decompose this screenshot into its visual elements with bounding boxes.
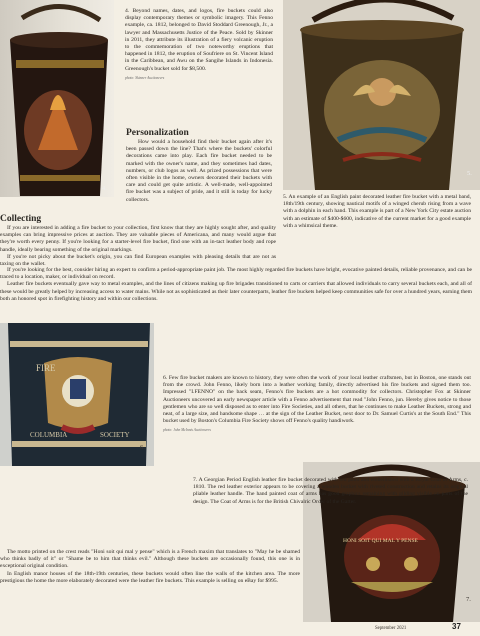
collecting-p4: Leather fire buckets eventually gave way to metal examples, and the lines of citizens making up fire brigades transitioned to carts or carriers that allowed individuals to carry several buckets each, and all of these would be greatly helped by increasing access to water mains. While not as sophisticated as their later counterparts, leather fire buckets helped keep communities safe for over a hundred years, earning them both an honored spot in firefighting history and within our collections. bbox=[0, 281, 472, 302]
caption-7 bbox=[0, 477, 468, 513]
personalization-heading: Personalization bbox=[126, 128, 189, 138]
caption-6-credit: photo: John McInnis Auctioneers bbox=[163, 428, 211, 433]
caption-6-text: 6. Few fire bucket makers are known to history, they were often the work of your local leather craftsmen, but in Boston, one stands out from the crowd. John Fenno, likely born into a leather working family, directly advertised his fire buckets and signed them too. Impressed "I.FENNO" on the back seam, Fenno's fire buckets are a hot commodity for collectors. Christopher Fox at Skinner Auctioneers uncovered an early newspaper article with a Fenno advertisement that read "John Fenno, jun. Hereby gives notice to those gentlemen who are so well disposed as to enter into Fire Societies, and all others, that he continues to make Leather Buckets, strong and neat, of a large size, and handsome shape … at the sign of the Leather Bucket, next door to Dr. Samuel Curtis's at the South End." This bucket used by Boston's Columbia Fire Society shows off Fenno's quality handiwork. bbox=[163, 375, 471, 425]
collecting-p2: If you're not picky about the bucket's origin, you can find European examples with pleasing details that are not as taxing on the wallet. bbox=[0, 253, 276, 268]
caption-4-credit: photo: Skinner Auctioneers bbox=[125, 75, 165, 80]
collecting-p3: If you're looking for the best, consider hiring an expert to confirm a period-appropriate paint job. The most highly regarded fire buckets have bright, evocative painted details, reliable provenance, and can be traced to a location, maker, or individual on record. bbox=[0, 267, 472, 281]
caption-7-second: The motto printed on the crest reads "Honi soit qui mal y pense" which is a French maxim that translates to "May he be shamed who thinks badly of it" or "Shame be to him that thinks evil." Although these buckets are occasionally found, this one is in exceptional original condition. bbox=[0, 549, 300, 570]
photo-fire-bucket-5 bbox=[283, 0, 480, 190]
float-spacer bbox=[0, 139, 126, 201]
collecting-body-left bbox=[0, 225, 276, 268]
figure-number-4: 4. bbox=[102, 185, 107, 192]
collecting-p1: If you are interested in adding a fire bucket to your collection, first know that they are highly sought after, and quality examples can bring impressive prices at auction. They are valuable pieces of Americana, and many would argue that they're worth every penny. If you're looking for a starter-level fire bucket, find one with an in-tact leather body and rope handle, ideally bearing something of the original markings. bbox=[0, 225, 276, 253]
caption-4-text: 4. Beyond names, dates, and logos, fire buckets could also display contemporary themes or symbolic imagery. This Fenno example, ca. 1812, belonged to David Stoddard Greenough, Jr., a lawyer and Massachusetts Justice of the Peace. Sold by Skinner in 2011, they attribute its illustration of a fiery volcanic eruption to the commemoration of two noteworthy eruptions that happened in 1812, the eruption of Soufriere on St. Vincent Island in the Caribbean, and Awu on the Sangihe Islands in Indonesia. Greenough's bucket sold for $8,500. bbox=[125, 8, 273, 72]
caption-7-first: 7. A Georgian Period English leather fire bucket decorated with red paint and embellished with a Royal Coat of Arms, c. 1810. The red leather exterior appears to be covering a wooden bucket with riveted construction and retains its original pliable leather handle. The hand painted coat of arms has good graphics remaining with gilding visible on parts of the design. The Coat of Arms is for the British Chivalric Order of the Garter. bbox=[193, 477, 468, 505]
bucket6-club-word: COLUMBIA bbox=[30, 431, 68, 439]
caption-4 bbox=[125, 8, 273, 82]
footer-month: September 2021 bbox=[375, 626, 407, 631]
float-spacer-7 bbox=[0, 477, 193, 513]
collecting-body-full bbox=[0, 267, 472, 303]
caption-5 bbox=[283, 194, 471, 230]
caption-5-text: 5. An example of an English paint decorated leather fire bucket with a metal band, 18th/19th century, showing nautical motifs of a winged cherub rising from a wave with a dolphin in each hand. This example is part of a New York City estate auction with an estimate of $400-$600, indicative of the current market for a good example with a whimsical theme. bbox=[283, 194, 471, 229]
photo-fire-bucket-6 bbox=[0, 323, 154, 466]
bucket6-bottom-word: SOCIETY bbox=[100, 431, 130, 439]
figure-number-5: 5. bbox=[467, 170, 472, 177]
figure-number-7: 7. bbox=[466, 596, 471, 603]
figure-number-6: 6. bbox=[140, 444, 145, 451]
bucket6-top-word: FIRE bbox=[36, 363, 56, 373]
page-number: 37 bbox=[452, 622, 461, 631]
personalization-body bbox=[0, 139, 272, 204]
personalization-text: How would a household find their bucket again after it's been passed down the line? That's where the buckets' colorful decorations came into play. Each fire bucket needed to be marked with the owner's name, and they sometimes had dates, numbers, or club logos as well. As prized possessions that were often visible in the home, owners decorated their buckets with care and could get quite artistic. A well-made, well-appointed fire bucket was a subject of pride, and it still is today for lucky collectors. bbox=[126, 139, 272, 203]
caption-7-rest bbox=[0, 549, 300, 585]
caption-7-third: In English manor houses of the 18th-19th centuries, these buckets would often line the walls of the kitchen area. The more prestigious the home the more elaborately decorated were the leather fire buckets. This example is selling on eBay for $995. bbox=[0, 570, 300, 584]
caption-6 bbox=[163, 375, 471, 435]
bucket7-motto: HONI SOIT QUI MAL Y PENSE bbox=[343, 538, 418, 544]
collecting-heading: Collecting bbox=[0, 214, 42, 224]
